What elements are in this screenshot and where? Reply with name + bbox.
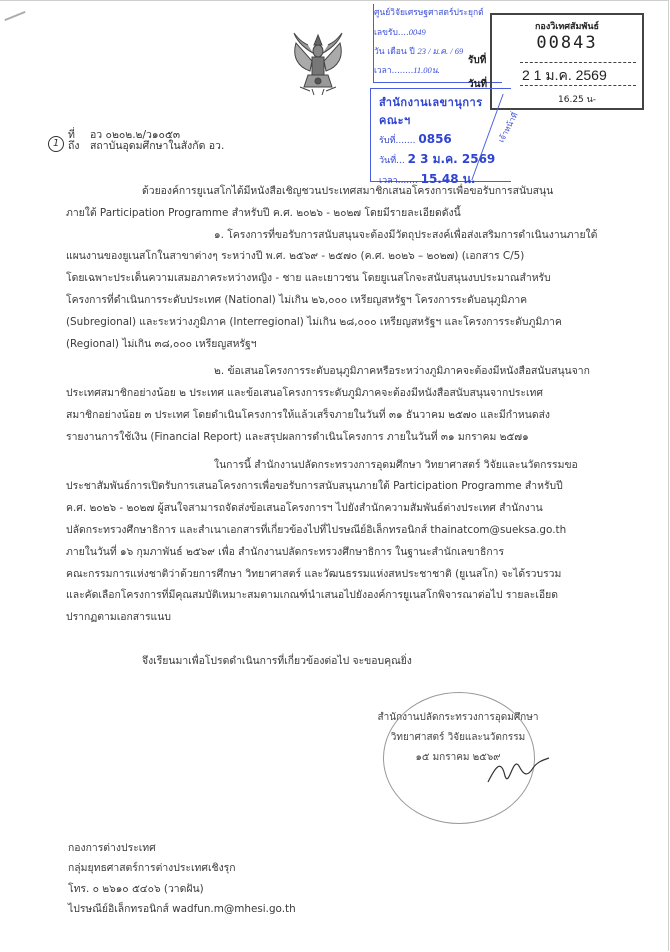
handwritten-circled-number: 1 bbox=[48, 136, 64, 152]
body-line: ด้วยองค์การยูเนสโกได้มีหนังสือเชิญชวนประเทศสมาชิกเสนอโครงการเพื่อขอรับการสนับสนุน bbox=[142, 185, 554, 197]
body-line: สมาชิกอย่างน้อย ๓ ประเทศ โดยดำเนินโครงการให้แล้วเสร็จภายในวันที่ ๓๑ ธันวาคม ๒๕๗๐ และมีกำหนดส่ง bbox=[66, 408, 551, 421]
garuda-emblem-icon bbox=[290, 31, 346, 97]
stamp-time-label: เวลา bbox=[379, 176, 398, 186]
stamp-title: กองวิเทศสัมพันธ์ bbox=[534, 22, 600, 32]
signature-line-1: สำนักงานปลัดกระทรวงการอุดมศึกษา bbox=[377, 712, 539, 723]
body-line: รายงานการใช้เงิน (Financial Report) และสรุปผลการดำเนินโครงการ ภายในวันที่ ๓๑ มกราคม ๒๕๗๑ bbox=[66, 430, 529, 443]
body-line: ค.ศ. ๒๐๒๖ - ๒๐๒๗ ผู้สนใจสามารถจัดส่งข้อเสนอโครงการฯ ไปยังสำนักความสัมพันธ์ต่างประเทศ สำนักงาน bbox=[66, 502, 543, 515]
contact-group: กลุ่มยุทธศาสตร์การต่างประเทศเชิงรุก bbox=[68, 862, 236, 875]
stamp-title: สำนักงานเลขานุการคณะฯ bbox=[379, 96, 483, 127]
stamp-side-text: เจ้าหน้าที่ bbox=[496, 111, 520, 144]
research-center-stamp: ศูนย์วิจัยเศรษฐศาสตร์ประยุกต์ เลขรับ....0049 วัน เดือน ปี 23 / ม.ค. / 69 เวลา........11.00น. bbox=[373, 4, 502, 83]
stamp-rx-label: รับที่ bbox=[379, 136, 396, 146]
stamp-time-label: เวลา bbox=[374, 66, 392, 76]
ref-label: ที่ bbox=[68, 129, 75, 141]
contact-email: ไปรษณีย์อิเล็กทรอนิกส์ wadfun.m@mhesi.go.th bbox=[68, 902, 296, 915]
body-line: (Subregional) และระหว่างภูมิภาค (Interregional) ไม่เกิน ๒๘,๐๐๐ เหรียญสหรัฐฯ และโครงการระดับภูมิภาค bbox=[66, 315, 562, 328]
signature-block bbox=[343, 688, 573, 818]
stamp-rx-label: เลขรับ bbox=[374, 28, 398, 38]
stamp-number: 00843 bbox=[536, 33, 598, 53]
body-line: (Regional) ไม่เกิน ๓๘,๐๐๐ เหรียญสหรัฐฯ bbox=[66, 337, 257, 350]
body-line: ภายในวันที่ ๑๖ กุมภาพันธ์ ๒๕๖๙ เพื่อ สำนักงานปลัดกระทรวงศึกษาธิการ ในฐานะสำนักเลขาธิการ bbox=[66, 545, 505, 558]
ref-number: อว ๐๒๐๒.๒/ว๑๐๕๓ bbox=[90, 129, 181, 141]
handwritten-signature-icon bbox=[483, 748, 553, 788]
pen-mark bbox=[4, 11, 25, 21]
body-line: ประเทศสมาชิกอย่างน้อย ๒ ประเทศ และข้อเสนอโครงการระดับภูมิภาคจะต้องมีหนังสือสนับสนุนจากประเทศ bbox=[66, 387, 544, 400]
body-line: ประชาสัมพันธ์การเปิดรับการเสนอโครงการเพื่อขอรับการสนับสนุนภายใต้ Participation Programme สำหรับปี bbox=[66, 480, 563, 493]
stamp-date-value: 2 1 ม.ค. 2569 bbox=[522, 67, 607, 83]
body-line: คณะกรรมการแห่งชาติว่าด้วยการศึกษา วิทยาศาสตร์ และวัฒนธรรมแห่งสหประชาชาติ (ยูเนสโก) จะได้รวบรวม bbox=[66, 567, 562, 580]
body-line: แผนงานของยูเนสโกในสาขาต่างๆ ระหว่างปี พ.ศ. ๒๕๖๙ - ๒๕๗๐ (ค.ศ. ๒๐๒๖ – ๒๐๒๗) (เอกสาร C/5) bbox=[66, 250, 525, 263]
signature-date: ๑๕ มกราคม ๒๕๖๙ bbox=[415, 752, 501, 763]
stamp-time-value: 11.00น. bbox=[413, 65, 440, 75]
stamp-date-label: วันที่ bbox=[468, 79, 488, 90]
to-label: ถึง bbox=[68, 140, 80, 152]
body-line: ในการนี้ สำนักงานปลัดกระทรวงการอุดมศึกษา วิทยาศาสตร์ วิจัยและนวัตกรรมขอ bbox=[214, 458, 578, 471]
contact-phone: โทร. ๐ ๒๖๑๐ ๕๔๐๖ (วาดฝัน) bbox=[68, 882, 204, 895]
body-line: และคัดเลือกโครงการที่มีคุณสมบัติเหมาะสมตามเกณฑ์นำเสนอไปยังองค์การยูเนสโกพิจารณาต่อไป รายละเอียด bbox=[66, 589, 559, 602]
stamp-date-value: 23 / ม.ค. / 69 bbox=[417, 46, 464, 56]
body-line: ๒. ข้อเสนอโครงการระดับอนุภูมิภาคหรือระหว่างภูมิภาคจะต้องมีหนังสือสนับสนุนจาก bbox=[214, 365, 590, 378]
stamp-date-value: 2 3 ม.ค. 2569 bbox=[407, 152, 496, 166]
stamp-title: ศูนย์วิจัยเศรษฐศาสตร์ประยุกต์ bbox=[374, 8, 484, 18]
body-line: โครงการที่ดำเนินการระดับประเทศ (National) ไม่เกิน ๒๖,๐๐๐ เหรียญสหรัฐฯ โครงการระดับอนุภูมิภาค bbox=[66, 293, 528, 306]
closing-line: จึงเรียนมาเพื่อโปรดดำเนินการที่เกี่ยวข้องต่อไป จะขอบคุณยิ่ง bbox=[142, 655, 412, 667]
stamp-time-value: 15.48 น. bbox=[420, 172, 476, 186]
contact-department: กองการต่างประเทศ bbox=[68, 842, 156, 854]
stamp-rx-value: 0856 bbox=[418, 132, 452, 146]
letter-body bbox=[66, 181, 616, 629]
contact-block bbox=[68, 838, 296, 919]
stamp-rx-value: 0049 bbox=[408, 27, 426, 37]
body-line: ๑. โครงการที่ขอรับการสนับสนุนจะต้องมีวัตถุประสงค์เพื่อส่งเสริมการดำเนินงานภายใต้ bbox=[214, 228, 598, 241]
signature-line-2: วิทยาศาสตร์ วิจัยและนวัตกรรม bbox=[390, 732, 526, 743]
recipient-line bbox=[68, 137, 224, 154]
divider bbox=[520, 85, 636, 86]
recipient: สถาบันอุดมศึกษาในสังกัด อว. bbox=[90, 140, 225, 152]
body-line: ปรากฏตามเอกสารแนบ bbox=[66, 611, 171, 624]
stamp-date-label: วันที่ bbox=[379, 156, 397, 166]
stamp-rx-label: รับที่ bbox=[468, 55, 487, 66]
body-line: ภายใต้ Participation Programme สำหรับปี ค.ศ. ๒๐๒๖ - ๒๐๒๗ โดยมีรายละเอียดดังนี้ bbox=[66, 206, 461, 219]
stamp-date-label: วัน เดือน ปี bbox=[374, 47, 415, 57]
divider bbox=[520, 62, 636, 63]
body-line: ปลัดกระทรวงศึกษาธิการ และสำเนาเอกสารที่เกี่ยวข้องไปที่ไปรษณีย์อิเล็กทรอนิกส์ thainatcom@sueksa.go.th bbox=[66, 523, 567, 536]
secretariat-stamp: สำนักงานเลขานุการคณะฯ รับที่....... 0856 วันที่... 2 3 ม.ค. 2569 เวลา....... 15.48 น. bbox=[370, 88, 511, 182]
stamp-time-value: 16.25 น- bbox=[558, 95, 597, 105]
body-line: โดยเฉพาะประเด็นความเสมอภาคระหว่างหญิง - ชาย และเยาวชน โดยยูเนสโกจะสนับสนุนงบประมาณสำหรับ bbox=[66, 272, 551, 285]
